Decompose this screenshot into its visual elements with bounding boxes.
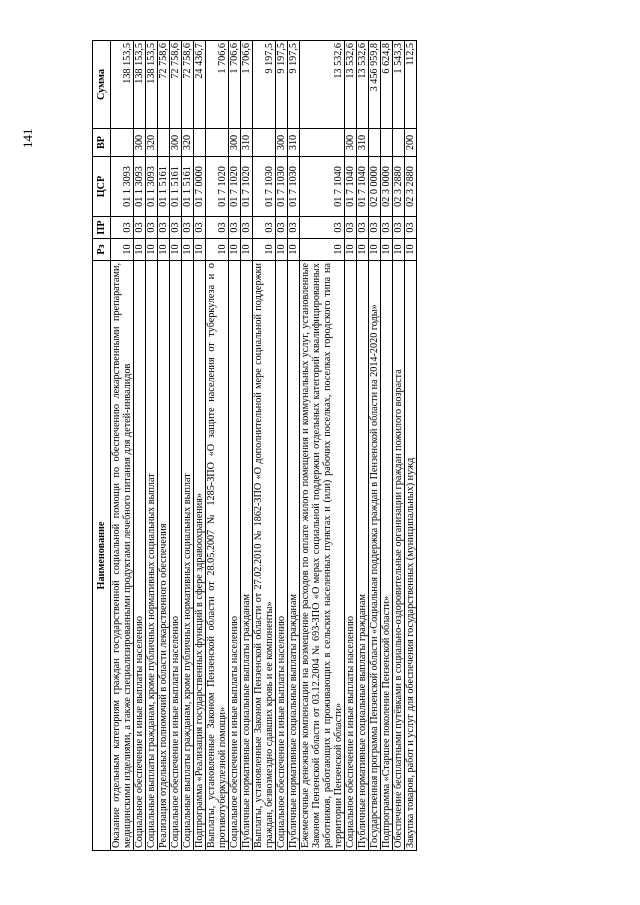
cell-csr: 01 7 1040 bbox=[300, 157, 345, 217]
cell-pr: 03 bbox=[170, 217, 182, 239]
cell-rz: 10 bbox=[111, 239, 134, 261]
cell-pr: 03 bbox=[345, 217, 357, 239]
cell-name: Подпрограмма «Реализация государственных функций в сфере здравоохранения» bbox=[194, 261, 206, 851]
cell-vr: 310 bbox=[288, 129, 300, 157]
cell-vr bbox=[369, 129, 381, 157]
cell-pr: 03 bbox=[393, 217, 405, 239]
cell-name: Закупка товаров, работ и услуг для обеспечения государственных (муниципальных) нужд bbox=[405, 261, 417, 851]
cell-sum: 72 758,6 bbox=[182, 41, 194, 129]
table-row bbox=[381, 41, 393, 851]
cell-vr: 310 bbox=[241, 129, 253, 157]
cell-csr: 01 7 1040 bbox=[357, 157, 369, 217]
table-row bbox=[229, 41, 241, 851]
table-row bbox=[182, 41, 194, 851]
cell-pr: 03 bbox=[300, 217, 345, 239]
cell-name: Социальное обеспечение и иные выплаты населению bbox=[345, 261, 357, 851]
cell-sum: 3 456 959,8 bbox=[369, 41, 381, 129]
cell-vr bbox=[300, 129, 345, 157]
cell-rz: 10 bbox=[345, 239, 357, 261]
cell-vr: 200 bbox=[405, 129, 417, 157]
cell-vr: 300 bbox=[276, 129, 288, 157]
header-sum: Сумма bbox=[93, 41, 111, 129]
cell-name: Выплаты, установленные Законом Пензенской области от 28.05.2007 № 1285-ЗПО «О защите населения от туберкулеза и о противотуберкулезной помощи» bbox=[206, 261, 229, 851]
cell-rz: 10 bbox=[241, 239, 253, 261]
cell-rz: 10 bbox=[381, 239, 393, 261]
cell-name: Публичные нормативные социальные выплаты гражданам bbox=[241, 261, 253, 851]
cell-rz: 10 bbox=[300, 239, 345, 261]
cell-sum: 1 706,6 bbox=[229, 41, 241, 129]
cell-sum: 112,5 bbox=[405, 41, 417, 129]
cell-sum: 1 706,6 bbox=[241, 41, 253, 129]
cell-vr: 320 bbox=[182, 129, 194, 157]
rotated-page bbox=[92, 41, 566, 851]
cell-pr: 03 bbox=[158, 217, 170, 239]
table-row bbox=[393, 41, 405, 851]
cell-name: Государственная программа Пензенской области «Социальная поддержка граждан в Пензенской области на 2014-2020 годы» bbox=[369, 261, 381, 851]
cell-pr: 03 bbox=[276, 217, 288, 239]
cell-pr: 03 bbox=[241, 217, 253, 239]
cell-sum: 24 436,7 bbox=[194, 41, 206, 129]
cell-pr: 03 bbox=[194, 217, 206, 239]
cell-sum: 72 758,6 bbox=[170, 41, 182, 129]
table-row bbox=[158, 41, 170, 851]
cell-rz: 10 bbox=[276, 239, 288, 261]
cell-csr: 01 7 1020 bbox=[241, 157, 253, 217]
cell-rz: 10 bbox=[253, 239, 276, 261]
cell-vr bbox=[194, 129, 206, 157]
table-row bbox=[206, 41, 229, 851]
cell-vr: 320 bbox=[146, 129, 158, 157]
cell-csr: 01 7 1020 bbox=[206, 157, 229, 217]
cell-csr: 02 3 2880 bbox=[405, 157, 417, 217]
cell-pr: 03 bbox=[369, 217, 381, 239]
table-header-row bbox=[93, 41, 111, 851]
table-row bbox=[134, 41, 146, 851]
header-rz: Рз bbox=[93, 239, 111, 261]
cell-rz: 10 bbox=[146, 239, 158, 261]
table-row bbox=[300, 41, 345, 851]
cell-rz: 10 bbox=[182, 239, 194, 261]
cell-sum: 1 706,6 bbox=[206, 41, 229, 129]
cell-sum: 138 153,5 bbox=[146, 41, 158, 129]
cell-name: Социальные выплаты гражданам, кроме публичных нормативных социальных выплат bbox=[146, 261, 158, 851]
cell-sum: 13 532,6 bbox=[357, 41, 369, 129]
cell-csr: 01 1 5161 bbox=[182, 157, 194, 217]
cell-csr: 01 1 3093 bbox=[111, 157, 134, 217]
cell-rz: 10 bbox=[405, 239, 417, 261]
cell-sum: 9 197,5 bbox=[276, 41, 288, 129]
cell-csr: 01 7 0000 bbox=[194, 157, 206, 217]
cell-rz: 10 bbox=[393, 239, 405, 261]
cell-pr: 03 bbox=[405, 217, 417, 239]
cell-rz: 10 bbox=[194, 239, 206, 261]
cell-sum: 6 624,8 bbox=[381, 41, 393, 129]
table-row bbox=[170, 41, 182, 851]
cell-pr: 03 bbox=[229, 217, 241, 239]
cell-name: Социальное обеспечение и иные выплаты населению bbox=[134, 261, 146, 851]
cell-sum: 1 543,3 bbox=[393, 41, 405, 129]
cell-pr: 03 bbox=[288, 217, 300, 239]
cell-pr: 03 bbox=[253, 217, 276, 239]
table-row bbox=[369, 41, 381, 851]
cell-name: Реализация отдельных полномочий в области лекарственного обеспечения bbox=[158, 261, 170, 851]
cell-vr: 300 bbox=[229, 129, 241, 157]
cell-name: Социальные выплаты гражданам, кроме публичных нормативных социальных выплат bbox=[182, 261, 194, 851]
cell-name: Публичные нормативные социальные выплаты гражданам bbox=[288, 261, 300, 851]
cell-vr bbox=[393, 129, 405, 157]
cell-name: Оказание отдельным категориям граждан государственной социальной помощи по обеспечению лекарственными препаратами, медицинскими изделиями, а также специализированными продуктами лечебного питания для детей-инвалидов bbox=[111, 261, 134, 851]
cell-rz: 10 bbox=[158, 239, 170, 261]
cell-vr bbox=[381, 129, 393, 157]
cell-rz: 10 bbox=[170, 239, 182, 261]
cell-csr: 01 1 5161 bbox=[170, 157, 182, 217]
cell-pr: 03 bbox=[381, 217, 393, 239]
cell-name: Подпрограмма «Старшее поколение Пензенской области» bbox=[381, 261, 393, 851]
table-row bbox=[253, 41, 276, 851]
cell-pr: 03 bbox=[111, 217, 134, 239]
header-pr: ПР bbox=[93, 217, 111, 239]
cell-sum: 13 532,6 bbox=[300, 41, 345, 129]
table-row bbox=[288, 41, 300, 851]
header-csr: ЦСР bbox=[93, 157, 111, 217]
header-vr: ВР bbox=[93, 129, 111, 157]
cell-vr: 300 bbox=[170, 129, 182, 157]
cell-csr: 01 7 1030 bbox=[253, 157, 276, 217]
table-row bbox=[146, 41, 158, 851]
table-row bbox=[345, 41, 357, 851]
cell-sum: 72 758,6 bbox=[158, 41, 170, 129]
cell-vr bbox=[206, 129, 229, 157]
cell-csr: 01 7 1030 bbox=[288, 157, 300, 217]
cell-name: Социальное обеспечение и иные выплаты населению bbox=[229, 261, 241, 851]
table-row bbox=[276, 41, 288, 851]
table-body bbox=[111, 41, 417, 851]
table-row bbox=[194, 41, 206, 851]
cell-pr: 03 bbox=[182, 217, 194, 239]
cell-pr: 03 bbox=[134, 217, 146, 239]
cell-csr: 01 7 1040 bbox=[345, 157, 357, 217]
cell-csr: 01 7 1020 bbox=[229, 157, 241, 217]
cell-pr: 03 bbox=[357, 217, 369, 239]
cell-vr: 300 bbox=[134, 129, 146, 157]
budget-table bbox=[92, 40, 417, 851]
cell-vr bbox=[111, 129, 134, 157]
cell-rz: 10 bbox=[206, 239, 229, 261]
cell-sum: 138 153,5 bbox=[111, 41, 134, 129]
cell-vr bbox=[158, 129, 170, 157]
table-row bbox=[111, 41, 134, 851]
cell-vr: 310 bbox=[357, 129, 369, 157]
cell-name: Социальное обеспечение и иные выплаты населению bbox=[276, 261, 288, 851]
cell-vr bbox=[253, 129, 276, 157]
cell-csr: 02 3 0000 bbox=[381, 157, 393, 217]
cell-name: Выплаты, установленные Законом Пензенской области от 27.02.2010 № 1862-ЗПО «О дополнительной мере социальной поддержки граждан, безвозмездно сдавших кровь и ее компоненты» bbox=[253, 261, 276, 851]
cell-csr: 01 1 3093 bbox=[146, 157, 158, 217]
cell-name: Ежемесячные денежные компенсации на возмещение расходов по оплате жилого помещения и коммунальных услуг, установленные Законом Пензенской области от 03.12.2004 № 693-ЗПО «О мерах социальной поддержки отдельных категорий квалифицированных работников, работающих и проживающих в сельских населенных пунктах и (или) рабочих поселках, поселках городского типа на территории Пензенской области» bbox=[300, 261, 345, 851]
cell-csr: 01 7 1030 bbox=[276, 157, 288, 217]
cell-rz: 10 bbox=[229, 239, 241, 261]
cell-rz: 10 bbox=[357, 239, 369, 261]
cell-pr: 03 bbox=[206, 217, 229, 239]
cell-sum: 9 197,5 bbox=[288, 41, 300, 129]
cell-rz: 10 bbox=[288, 239, 300, 261]
cell-vr: 300 bbox=[345, 129, 357, 157]
cell-rz: 10 bbox=[369, 239, 381, 261]
cell-sum: 9 197,5 bbox=[253, 41, 276, 129]
cell-name: Социальное обеспечение и иные выплаты населению bbox=[170, 261, 182, 851]
cell-name: Публичные нормативные социальные выплаты гражданам bbox=[357, 261, 369, 851]
cell-csr: 02 0 0000 bbox=[369, 157, 381, 217]
table-row bbox=[405, 41, 417, 851]
cell-sum: 138 153,5 bbox=[134, 41, 146, 129]
cell-sum: 13 532,6 bbox=[345, 41, 357, 129]
cell-csr: 01 1 3093 bbox=[134, 157, 146, 217]
table-row bbox=[241, 41, 253, 851]
header-name: Наименование bbox=[93, 261, 111, 851]
cell-csr: 02 3 2880 bbox=[393, 157, 405, 217]
cell-pr: 03 bbox=[146, 217, 158, 239]
cell-rz: 10 bbox=[134, 239, 146, 261]
cell-csr: 01 1 5161 bbox=[158, 157, 170, 217]
page-number: 141 bbox=[20, 128, 35, 148]
table-row bbox=[357, 41, 369, 851]
cell-name: Обеспечение бесплатными путёвками в социально-оздоровительные организации граждан пожилого возраста bbox=[393, 261, 405, 851]
